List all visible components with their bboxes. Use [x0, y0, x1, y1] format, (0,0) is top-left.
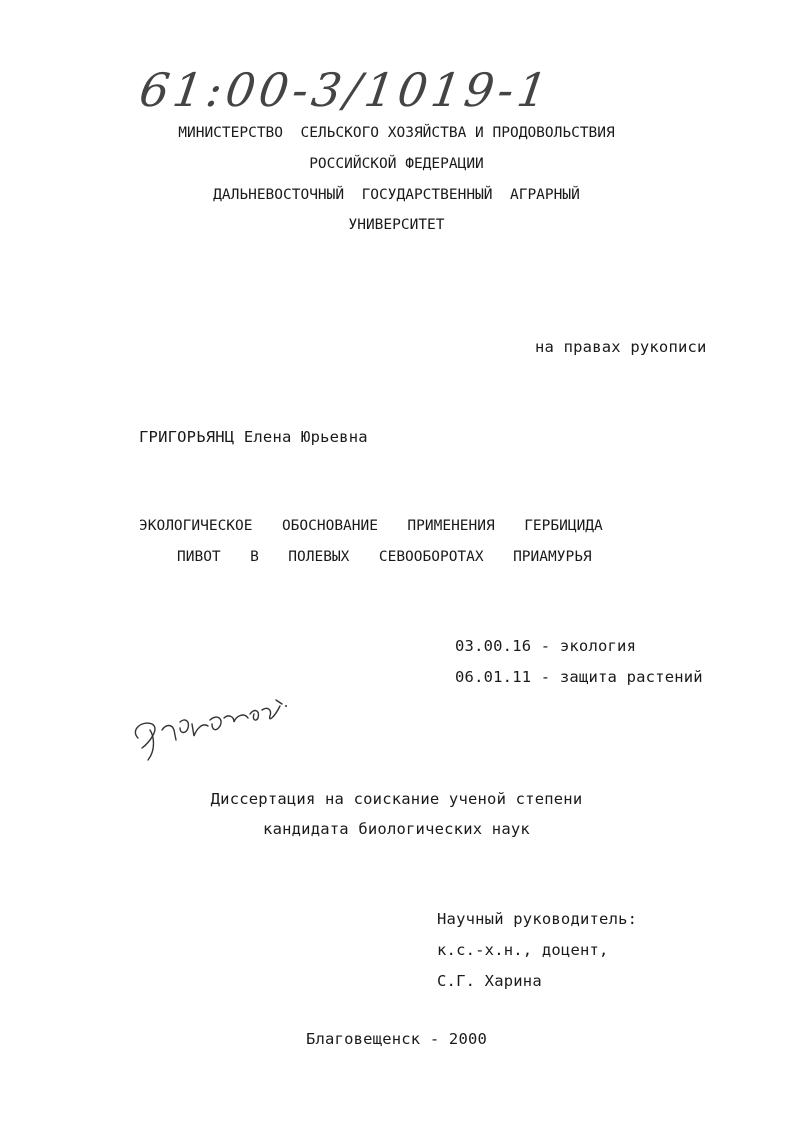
supervisor-title: к.с.-х.н., доцент, — [437, 941, 609, 959]
author-name: ГРИГОРЬЯНЦ Елена Юрьевна — [139, 428, 368, 446]
supervisor-label: Научный руководитель: — [437, 910, 638, 928]
specialty-plant-protection: 06.01.11 - защита растений — [455, 668, 703, 686]
manuscript-note: на правах рукописи — [535, 338, 707, 356]
dissertation-title-line-1: ЭКОЛОГИЧЕСКОЕ ОБОСНОВАНИЕ ПРИМЕНЕНИЯ ГЕРБИЦИДА — [139, 518, 603, 534]
supervisor-name: С.Г. Харина — [437, 972, 542, 990]
federation-line: РОССИЙСКОЙ ФЕДЕРАЦИИ — [309, 156, 484, 172]
archive-stamp: 61:00-3/1019-1 — [136, 63, 555, 117]
degree-line-2: кандидата биологических наук — [263, 820, 530, 838]
university-line-2: УНИВЕРСИТЕТ — [348, 217, 445, 233]
author-signature — [120, 690, 300, 770]
specialty-ecology: 03.00.16 - экология — [455, 637, 637, 655]
city-year-footer: Благовещенск - 2000 — [305, 1030, 488, 1048]
university-line: ДАЛЬНЕВОСТОЧНЫЙ ГОСУДАРСТВЕННЫЙ АГРАРНЫЙ — [213, 187, 580, 203]
ministry-line: МИНИСТЕРСТВО СЕЛЬСКОГО ХОЗЯЙСТВА И ПРОДОВОЛЬСТВИЯ — [178, 125, 615, 141]
degree-line-1: Диссертация на соискание ученой степени — [210, 790, 583, 808]
dissertation-title-line-2: ПИВОТ В ПОЛЕВЫХ СЕВООБОРОТАХ ПРИАМУРЬЯ — [177, 549, 592, 565]
